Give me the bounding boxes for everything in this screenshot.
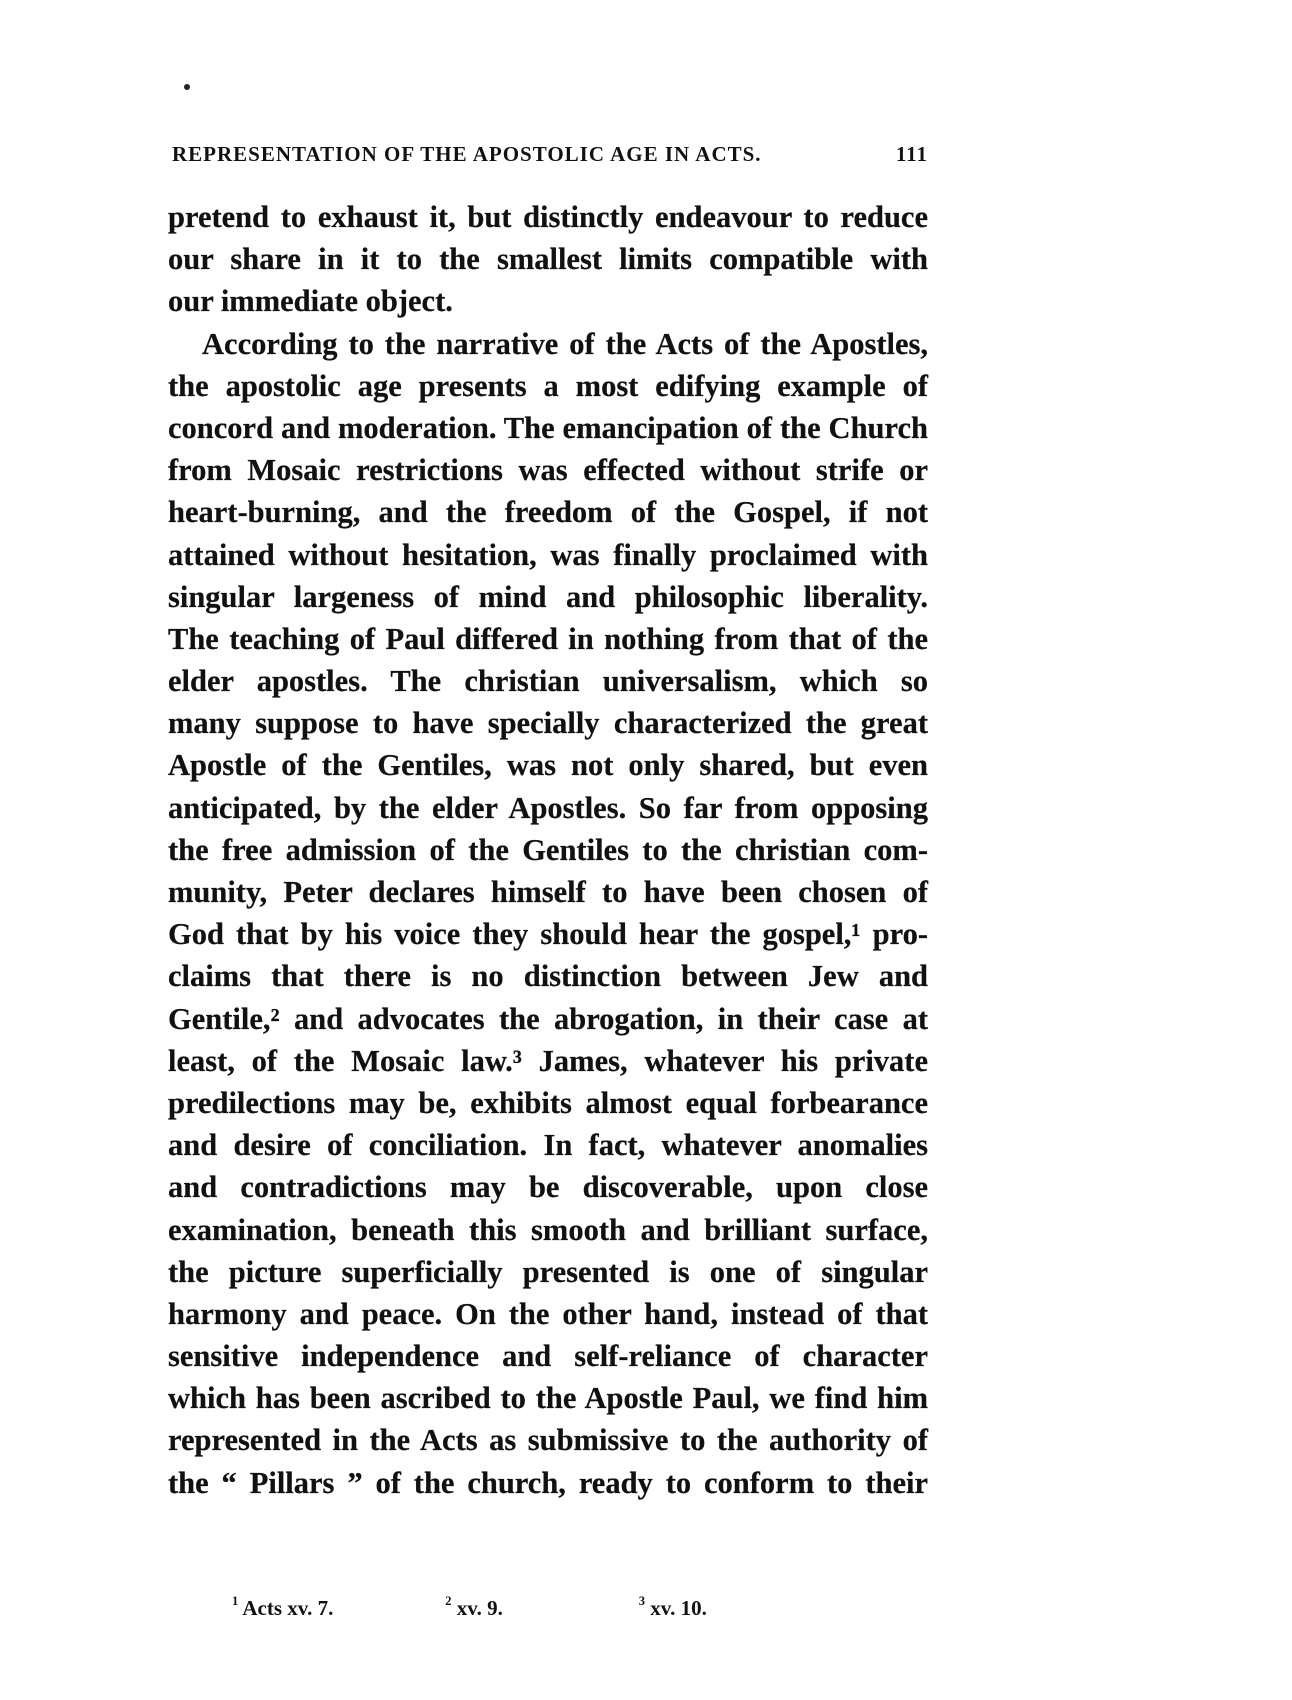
text-line: singular largeness of mind and philosophic liberality. (168, 579, 928, 614)
text-line: examination, beneath this smooth and brilliant surface, (168, 1212, 928, 1247)
text-line: and desire of conciliation. In fact, whatever anomalies (168, 1128, 928, 1163)
text-line: pretend to exhaust it, but distinctly endeavour to reduce (168, 200, 928, 234)
text-line: sensitive independence and self-reliance of character (168, 1339, 928, 1374)
page-number: 111 (895, 142, 928, 166)
text-line: concord and moderation. The emancipation of the Church (168, 410, 928, 445)
text-line: the apostolic age presents a most edifying example of (168, 368, 928, 403)
text-line: attained without hesitation, was finally proclaimed with (168, 537, 928, 572)
text-line: our share in it to the smallest limits compatible with (168, 242, 928, 277)
footnote-1 (232, 1596, 445, 1621)
text-line: predilections may be, exhibits almost equal forbearance (168, 1085, 928, 1120)
footnote-3 (639, 1596, 852, 1621)
footnotes (232, 1596, 852, 1621)
text-line: the free admission of the Gentiles to the christian com- (168, 832, 928, 867)
footnote-mark: 1 (232, 1594, 239, 1608)
stray-mark (184, 84, 190, 90)
footnote-text: Acts xv. 7. (242, 1596, 334, 1620)
text-line: least, of the Mosaic law.³ James, whatever his private (168, 1043, 928, 1078)
text-line: Gentile,² and advocates the abrogation, in their case at (168, 1001, 928, 1036)
footnote-mark: 2 (445, 1594, 452, 1608)
text-line: the picture superficially presented is one of singular (168, 1254, 928, 1289)
text-line: represented in the Acts as submissive to the authority of (168, 1423, 928, 1458)
running-title: REPRESENTATION OF THE APOSTOLIC AGE IN ACTS. (172, 142, 762, 166)
footnote-text: xv. 9. (456, 1596, 503, 1620)
text-line: from Mosaic restrictions was effected without strife or (168, 453, 928, 488)
footnote-text: xv. 10. (650, 1596, 707, 1620)
text-line: many suppose to have specially characterized the great (168, 706, 928, 741)
text-line: which has been ascribed to the Apostle Paul, we find him (168, 1381, 928, 1416)
text-line: heart-burning, and the freedom of the Gospel, if not (168, 495, 928, 530)
footnote-2 (445, 1596, 639, 1621)
text-line: anticipated, by the elder Apostles. So far from opposing (168, 790, 928, 825)
text-line: harmony and peace. On the other hand, instead of that (168, 1296, 928, 1331)
text-line: According to the narrative of the Acts of the Apostles, (202, 326, 928, 361)
text-line: God that by his voice they should hear the gospel,¹ pro- (168, 917, 928, 952)
text-line: The teaching of Paul differed in nothing from that of the (168, 621, 928, 656)
text-line: and contradictions may be discoverable, upon close (168, 1170, 928, 1205)
footnote-mark: 3 (638, 1594, 646, 1608)
running-header (172, 142, 928, 167)
body-text (168, 196, 928, 1504)
text-line: the “ Pillars ” of the church, ready to conform to their (168, 1465, 928, 1500)
text-line: munity, Peter declares himself to have been chosen of (168, 875, 928, 909)
text-line: elder apostles. The christian universalism, which so (168, 664, 928, 699)
text-line: our immediate object. (168, 284, 453, 319)
text-line: Apostle of the Gentiles, was not only shared, but even (168, 748, 928, 783)
text-line: claims that there is no distinction between Jew and (168, 959, 928, 994)
